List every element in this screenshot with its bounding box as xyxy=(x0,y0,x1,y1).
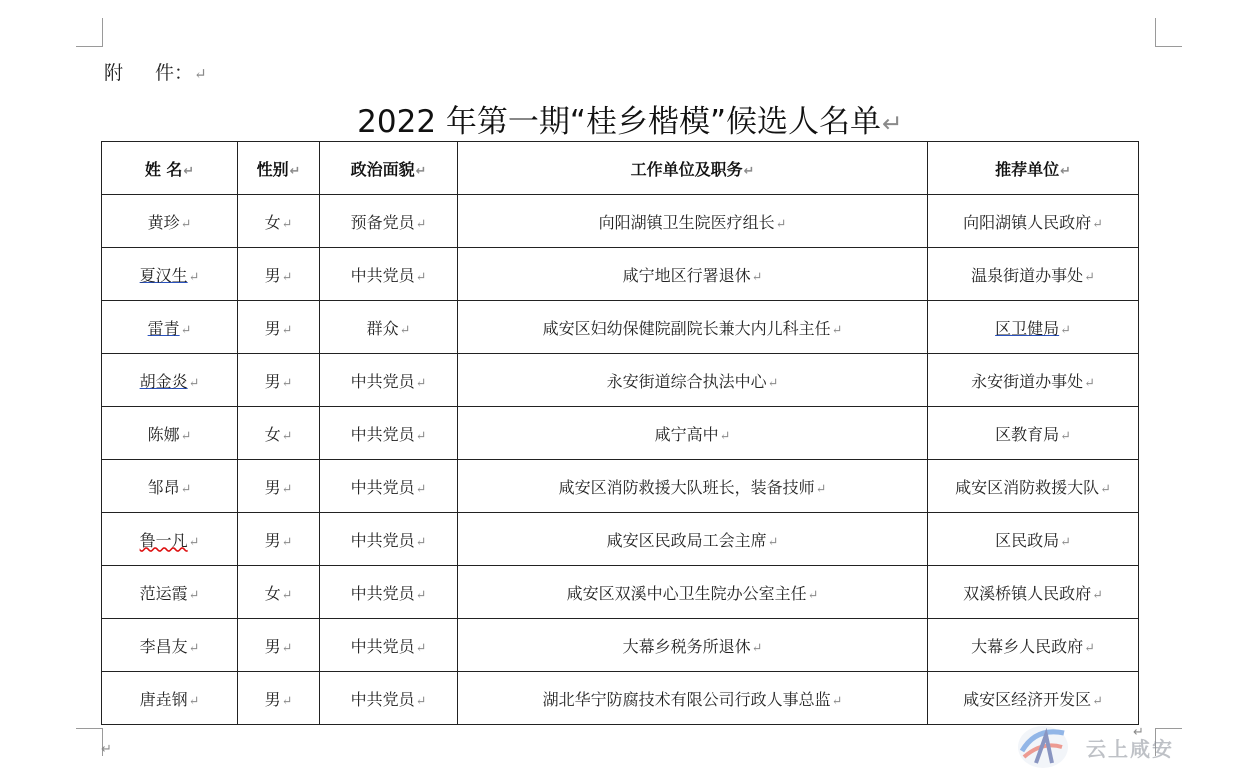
gender-cell[interactable] xyxy=(238,672,320,725)
paragraph-mark: ↵ xyxy=(1060,428,1071,444)
column-header-label: 姓 名 xyxy=(144,159,183,179)
table-row xyxy=(102,195,1139,248)
name-cell[interactable] xyxy=(102,672,238,725)
column-header[interactable] xyxy=(458,142,928,195)
paragraph-mark: ↵ xyxy=(415,587,427,603)
cell-text: 预备党员 xyxy=(350,212,415,232)
cell-text: 双溪桥镇人民政府 xyxy=(963,583,1092,603)
paragraph-mark: ↵ xyxy=(882,109,903,138)
paragraph-mark: ↵ xyxy=(188,375,200,391)
cell-text: 鲁一凡 xyxy=(139,530,188,550)
column-header[interactable] xyxy=(238,142,320,195)
table-row xyxy=(102,566,1139,619)
cell-text: 咸安区妇幼保健院副院长兼大内儿科主任 xyxy=(542,318,831,338)
gender-cell[interactable] xyxy=(238,619,320,672)
recommending-unit-cell[interactable] xyxy=(928,460,1139,513)
recommending-unit-cell[interactable] xyxy=(928,407,1139,460)
paragraph-mark: ↵ xyxy=(1100,481,1111,497)
column-header-label: 政治面貌 xyxy=(350,159,415,179)
paragraph-mark: ↵ xyxy=(281,534,293,550)
workplace-position-cell[interactable] xyxy=(458,407,928,460)
paragraph-mark: ↵ xyxy=(719,428,731,444)
table-row xyxy=(102,248,1139,301)
paragraph-mark: ↵ xyxy=(188,534,200,550)
cell-text: 夏汉生 xyxy=(139,265,188,285)
gender-cell[interactable] xyxy=(238,301,320,354)
cell-text: 中共党员 xyxy=(350,583,415,603)
paragraph-mark: ↵ xyxy=(767,534,779,550)
paragraph-mark: ↵ xyxy=(399,322,411,338)
name-cell[interactable] xyxy=(102,566,238,619)
cell-text: 大幕乡税务所退休 xyxy=(622,636,751,656)
cell-text: 唐垚钢 xyxy=(139,689,188,709)
name-cell[interactable] xyxy=(102,460,238,513)
column-header[interactable] xyxy=(928,142,1139,195)
cell-text: 男 xyxy=(264,318,281,338)
political-status-cell[interactable] xyxy=(320,301,458,354)
cell-text: 永安街道办事处 xyxy=(971,371,1084,391)
paragraph-mark: ↵ xyxy=(281,269,293,285)
table-row xyxy=(102,354,1139,407)
paragraph-mark: ↵ xyxy=(807,587,819,603)
document-title-text: 2022 年第一期“桂乡楷模”候选人名单 xyxy=(357,104,882,140)
table-row xyxy=(102,513,1139,566)
table-row xyxy=(102,672,1139,725)
name-cell[interactable] xyxy=(102,195,238,248)
paragraph-mark: ↵ xyxy=(743,163,755,179)
crop-mark-top-left xyxy=(76,46,103,47)
column-header[interactable] xyxy=(320,142,458,195)
paragraph-mark: ↵ xyxy=(831,693,843,709)
workplace-position-cell[interactable] xyxy=(458,301,928,354)
workplace-position-cell[interactable] xyxy=(458,619,928,672)
workplace-position-cell[interactable] xyxy=(458,195,928,248)
gender-cell[interactable] xyxy=(238,407,320,460)
gender-cell[interactable] xyxy=(238,566,320,619)
cell-text: 女 xyxy=(264,212,281,232)
recommending-unit-cell[interactable] xyxy=(928,513,1139,566)
recommending-unit-cell[interactable] xyxy=(928,195,1139,248)
paragraph-mark: ↵ xyxy=(415,534,427,550)
workplace-position-cell[interactable] xyxy=(458,354,928,407)
cell-text: 区民政局 xyxy=(995,530,1060,550)
cell-text: 永安街道综合执法中心 xyxy=(606,371,767,391)
watermark-text: 云上咸安 xyxy=(1086,737,1174,761)
paragraph-mark: ↵ xyxy=(751,640,763,656)
recommending-unit-cell[interactable] xyxy=(928,248,1139,301)
gender-cell[interactable] xyxy=(238,354,320,407)
political-status-cell[interactable] xyxy=(320,566,458,619)
paragraph-mark: ↵ xyxy=(415,163,427,179)
paragraph-mark: ↵ xyxy=(415,693,427,709)
cell-text: 向阳湖镇卫生院医疗组长 xyxy=(598,212,775,232)
paragraph-mark: ↵ xyxy=(415,375,427,391)
recommending-unit-cell[interactable] xyxy=(928,619,1139,672)
trailing-paragraph-mark: ↵ xyxy=(101,742,112,757)
paragraph-mark: ↵ xyxy=(1084,269,1095,285)
paragraph-mark: ↵ xyxy=(188,640,200,656)
document-title[interactable] xyxy=(0,96,1260,141)
table-body xyxy=(102,195,1139,725)
gender-cell[interactable] xyxy=(238,460,320,513)
cell-text: 中共党员 xyxy=(350,265,415,285)
cell-text: 范运霞 xyxy=(139,583,188,603)
paragraph-mark: ↵ xyxy=(281,375,293,391)
paragraph-mark: ↵ xyxy=(415,481,427,497)
gender-cell[interactable] xyxy=(238,513,320,566)
crop-mark-top-left-vertical xyxy=(102,18,103,46)
name-cell[interactable] xyxy=(102,248,238,301)
cell-text: 中共党员 xyxy=(350,477,415,497)
paragraph-mark: ↵ xyxy=(1092,693,1103,709)
crop-mark-bottom-left xyxy=(76,728,103,729)
cell-text: 陈娜 xyxy=(147,424,180,444)
name-cell[interactable] xyxy=(102,407,238,460)
crop-mark-top-right-vertical xyxy=(1155,18,1156,46)
workplace-position-cell[interactable] xyxy=(458,513,928,566)
column-header-label: 推荐单位 xyxy=(995,159,1060,179)
paragraph-mark: ↵ xyxy=(815,481,827,497)
paragraph-mark: ↵ xyxy=(281,693,293,709)
cell-text: 中共党员 xyxy=(350,530,415,550)
cell-text: 男 xyxy=(264,636,281,656)
paragraph-mark: ↵ xyxy=(188,269,200,285)
cell-text: 黄珍 xyxy=(147,212,180,232)
workplace-position-cell[interactable] xyxy=(458,566,928,619)
table-row xyxy=(102,619,1139,672)
paragraph-mark: ↵ xyxy=(281,216,293,232)
cell-text: 大幕乡人民政府 xyxy=(971,636,1084,656)
cell-text: 区教育局 xyxy=(995,424,1060,444)
paragraph-mark: ↵ xyxy=(1084,375,1095,391)
cell-text: 咸宁高中 xyxy=(654,424,719,444)
recommending-unit-cell[interactable] xyxy=(928,566,1139,619)
paragraph-mark: ↵ xyxy=(415,428,427,444)
table-row xyxy=(102,301,1139,354)
gender-cell[interactable] xyxy=(238,195,320,248)
cell-text: 中共党员 xyxy=(350,371,415,391)
cell-text: 中共党员 xyxy=(350,424,415,444)
cell-text: 向阳湖镇人民政府 xyxy=(963,212,1092,232)
political-status-cell[interactable] xyxy=(320,354,458,407)
workplace-position-cell[interactable] xyxy=(458,248,928,301)
paragraph-mark: ↵ xyxy=(1084,640,1095,656)
cell-text: 女 xyxy=(264,424,281,444)
paragraph-mark: ↵ xyxy=(1060,322,1071,338)
candidate-table xyxy=(101,141,1139,725)
recommending-unit-cell[interactable] xyxy=(928,354,1139,407)
paragraph-mark: ↵ xyxy=(281,322,293,338)
name-cell[interactable] xyxy=(102,619,238,672)
political-status-cell[interactable] xyxy=(320,619,458,672)
cell-text: 女 xyxy=(264,583,281,603)
paragraph-mark: ↵ xyxy=(289,163,301,179)
cell-text: 中共党员 xyxy=(350,636,415,656)
paragraph-mark: ↵ xyxy=(180,481,192,497)
attachment-label[interactable] xyxy=(104,58,207,85)
political-status-cell[interactable] xyxy=(320,672,458,725)
political-status-cell[interactable] xyxy=(320,407,458,460)
cell-text: 雷青 xyxy=(147,318,180,338)
table-header-row xyxy=(102,142,1139,195)
cell-text: 咸安区民政局工会主席 xyxy=(606,530,767,550)
crop-mark-top-right xyxy=(1155,46,1182,47)
cell-text: 咸宁地区行署退休 xyxy=(622,265,751,285)
political-status-cell[interactable] xyxy=(320,460,458,513)
paragraph-mark: ↵ xyxy=(1092,216,1103,232)
workplace-position-cell[interactable] xyxy=(458,672,928,725)
paragraph-mark: ↵ xyxy=(775,216,787,232)
table-row xyxy=(102,407,1139,460)
column-header-label: 工作单位及职务 xyxy=(630,159,743,179)
name-cell[interactable] xyxy=(102,513,238,566)
paragraph-mark: ↵ xyxy=(194,65,207,83)
gender-cell[interactable] xyxy=(238,248,320,301)
political-status-cell[interactable] xyxy=(320,195,458,248)
workplace-position-cell[interactable] xyxy=(458,460,928,513)
paragraph-mark: ↵ xyxy=(281,640,293,656)
paragraph-mark: ↵ xyxy=(180,216,192,232)
name-cell[interactable] xyxy=(102,354,238,407)
yunshang-xianan-logo-icon xyxy=(1014,717,1072,771)
column-header[interactable] xyxy=(102,142,238,195)
paragraph-mark: ↵ xyxy=(188,693,200,709)
cell-text: 男 xyxy=(264,265,281,285)
cell-text: 男 xyxy=(264,477,281,497)
political-status-cell[interactable] xyxy=(320,513,458,566)
cell-text: 男 xyxy=(264,371,281,391)
watermark xyxy=(1010,713,1210,773)
name-cell[interactable] xyxy=(102,301,238,354)
attachment-label-part-a: 附 xyxy=(104,62,124,84)
paragraph-mark: ↵ xyxy=(751,269,763,285)
paragraph-mark: ↵ xyxy=(188,587,200,603)
paragraph-mark: ↵ xyxy=(281,481,293,497)
attachment-label-part-b: 件： xyxy=(155,62,194,84)
table-row xyxy=(102,460,1139,513)
paragraph-mark: ↵ xyxy=(1060,163,1071,179)
cell-text: 咸安区消防救援大队班长，装备技师 xyxy=(558,477,815,497)
paragraph-mark: ↵ xyxy=(180,322,192,338)
cell-text: 男 xyxy=(264,689,281,709)
cell-text: 咸安区经济开发区 xyxy=(963,689,1092,709)
paragraph-mark: ↵ xyxy=(281,587,293,603)
column-header-label: 性别 xyxy=(256,159,289,179)
cell-text: 咸安区双溪中心卫生院办公室主任 xyxy=(566,583,807,603)
paragraph-mark: ↵ xyxy=(415,216,427,232)
cell-text: 咸安区消防救援大队 xyxy=(955,477,1100,497)
recommending-unit-cell[interactable] xyxy=(928,301,1139,354)
paragraph-mark: ↵ xyxy=(180,428,192,444)
cell-text: 中共党员 xyxy=(350,689,415,709)
political-status-cell[interactable] xyxy=(320,248,458,301)
cell-text: 群众 xyxy=(366,318,399,338)
end-of-row-mark: ↵ xyxy=(1133,725,1144,740)
paragraph-mark: ↵ xyxy=(831,322,843,338)
cell-text: 邹昂 xyxy=(147,477,180,497)
paragraph-mark: ↵ xyxy=(415,640,427,656)
cell-text: 区卫健局 xyxy=(995,318,1060,338)
cell-text: 温泉街道办事处 xyxy=(971,265,1084,285)
cell-text: 胡金炎 xyxy=(139,371,188,391)
paragraph-mark: ↵ xyxy=(281,428,293,444)
paragraph-mark: ↵ xyxy=(415,269,427,285)
paragraph-mark: ↵ xyxy=(1092,587,1103,603)
paragraph-mark: ↵ xyxy=(1060,534,1071,550)
cell-text: 湖北华宁防腐技术有限公司行政人事总监 xyxy=(542,689,831,709)
cell-text: 男 xyxy=(264,530,281,550)
cell-text: 李昌友 xyxy=(139,636,188,656)
paragraph-mark: ↵ xyxy=(767,375,779,391)
paragraph-mark: ↵ xyxy=(183,163,195,179)
